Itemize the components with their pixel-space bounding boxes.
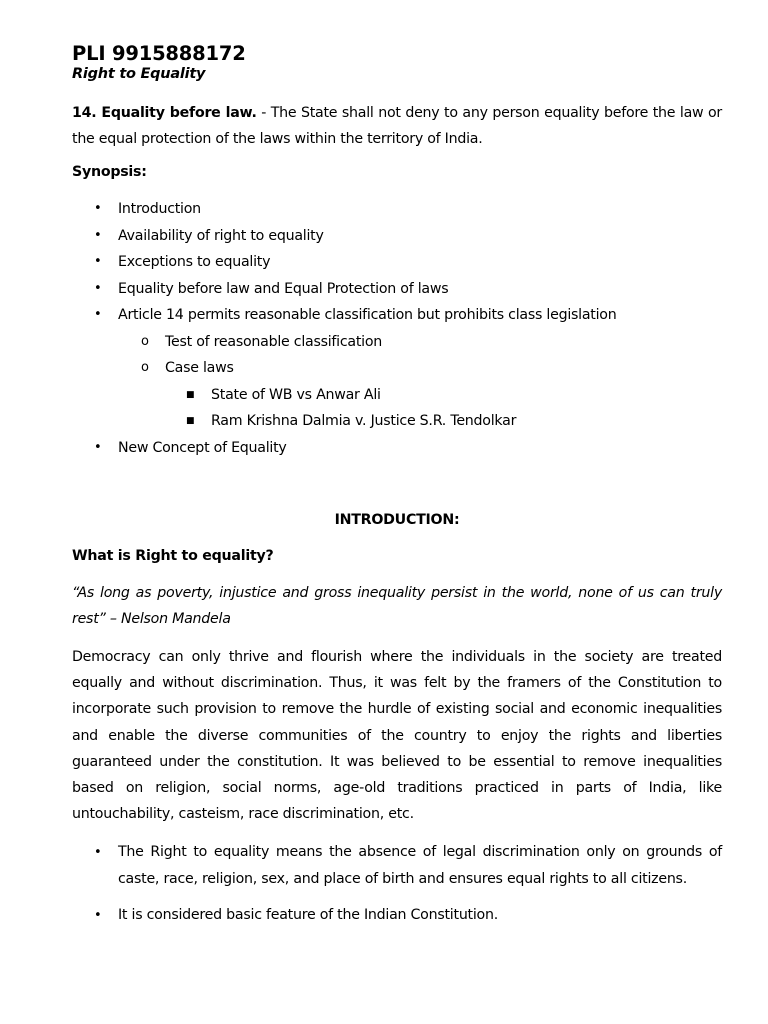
synopsis-item-label: Availability of right to equality	[118, 227, 324, 244]
introduction-paragraph: Democracy can only thrive and flourish where the individuals in the society are treated equally and without discrimination. Thus, it was felt by the framers of the Constitution to incorporate such provision to remove the hurdle of existing social and economic inequalities and enable the diverse communities of the country to enjoy the rights and liberties guaranteed under the constitution. It was believed to be essential to remove inequalities based on religion, social norms, age-old traditions practiced in parts of India, like untouchability, casteism, race discrimination, etc.	[72, 649, 722, 823]
square-bullet-icon: ■	[186, 416, 195, 426]
bullet-icon: •	[94, 439, 102, 455]
point-text: The Right to equality means the absence of legal discrimination only on grounds of caste, race, religion, sex, and place of birth and ensures equal rights to all citizens.	[118, 844, 722, 887]
circle-bullet-icon: o	[141, 360, 149, 375]
synopsis-item-label: State of WB vs Anwar Ali	[211, 386, 381, 403]
document-subtitle: Right to Equality	[72, 66, 206, 82]
bullet-icon: •	[94, 908, 102, 923]
article-14-text	[72, 100, 722, 152]
introduction-points	[72, 839, 722, 938]
synopsis-list	[72, 198, 722, 463]
bullet-icon: •	[94, 227, 102, 243]
bullet-icon: •	[94, 201, 102, 216]
synopsis-item	[72, 225, 722, 252]
introduction-heading: INTRODUCTION:	[334, 512, 460, 528]
point-text: It is considered basic feature of the Indian Constitution.	[118, 907, 498, 923]
bullet-icon: •	[94, 307, 102, 322]
synopsis-item-label: Test of reasonable classification	[165, 333, 383, 350]
square-bullet-icon: ■	[186, 389, 195, 400]
bullet-icon: •	[94, 845, 102, 860]
circle-bullet-icon: o	[141, 333, 149, 349]
synopsis-subsubitem	[72, 410, 722, 437]
document-id: PLI 9915888172	[72, 42, 246, 65]
synopsis-item	[72, 304, 722, 331]
synopsis-heading: Synopsis:	[72, 164, 147, 180]
section-question: What is Right to equality?	[72, 548, 274, 564]
bullet-icon: •	[94, 280, 102, 296]
synopsis-item-label: Exceptions to equality	[118, 254, 271, 270]
synopsis-item-label: Introduction	[118, 201, 201, 217]
synopsis-item-label: Article 14 permits reasonable classification but prohibits class legislation	[118, 307, 617, 323]
synopsis-subitem	[72, 331, 722, 358]
article-body: - The State shall not deny to any person equality before the law or the equal protection of the laws within the territory of India.	[72, 105, 722, 147]
synopsis-item	[72, 278, 722, 305]
synopsis-item-label: New Concept of Equality	[118, 439, 287, 456]
synopsis-item	[72, 437, 722, 464]
bullet-icon: •	[94, 254, 102, 269]
synopsis-item-label: Equality before law and Equal Protection of laws	[118, 280, 449, 297]
synopsis-item	[72, 251, 722, 278]
point-item	[72, 839, 722, 893]
synopsis-subsubitem	[72, 384, 722, 411]
article-title: 14. Equality before law.	[72, 105, 257, 121]
point-item	[72, 902, 722, 929]
mandela-quote: “As long as poverty, injustice and gross inequality persist in the world, none of us can truly rest” – Nelson Mandela	[72, 585, 722, 627]
synopsis-item-label: Case laws	[165, 360, 234, 376]
synopsis-item	[72, 198, 722, 225]
synopsis-subitem	[72, 357, 722, 384]
synopsis-item-label: Ram Krishna Dalmia v. Justice S.R. Tendolkar	[211, 413, 517, 429]
